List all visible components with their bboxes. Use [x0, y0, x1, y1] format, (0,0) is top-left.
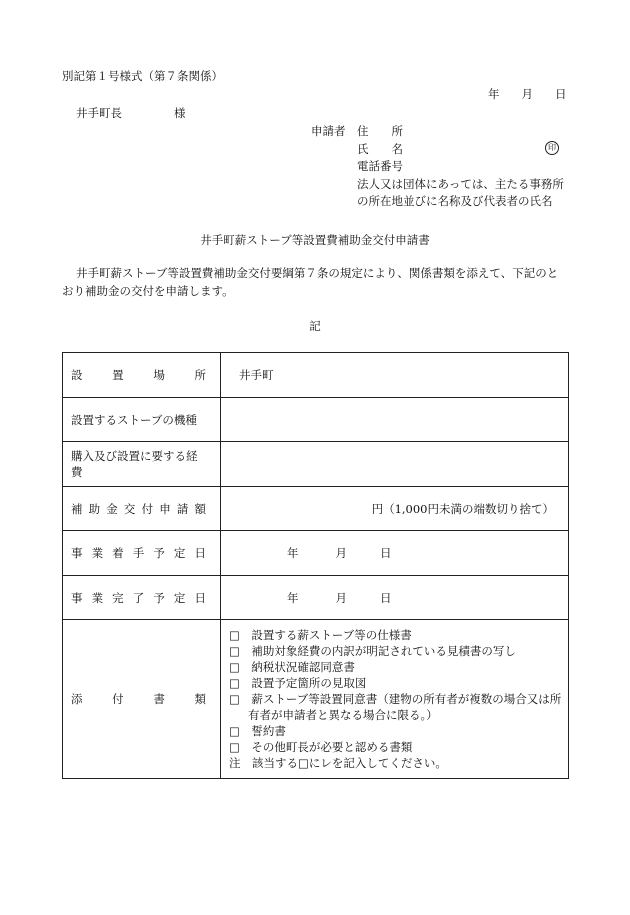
table-row [63, 398, 569, 442]
address-char: 所 [391, 124, 403, 138]
label-char: 定 [173, 590, 186, 605]
application-date [488, 86, 567, 102]
label-char: 補 [71, 501, 83, 516]
day-label: 日 [380, 546, 392, 560]
year-label: 年 [287, 590, 299, 605]
completion-date-value[interactable] [221, 576, 569, 620]
address-label [357, 123, 403, 139]
applicant-label: 申請者 [311, 124, 346, 138]
row-label-subsidy-amount [63, 487, 221, 531]
ki-heading: 記 [309, 319, 321, 333]
label-char: 付 [112, 692, 124, 706]
date-day-label: 日 [555, 87, 567, 101]
stove-model-value[interactable] [221, 398, 569, 442]
attachments-checklist [221, 620, 569, 779]
label-char: 申 [159, 501, 171, 516]
corporate-note-line1: 法人又は団体にあっては、主たる事務所 [357, 177, 564, 191]
label-char: 額 [194, 501, 206, 516]
attachment-checkbox-item[interactable]: □ 設置予定箇所の見取図 [229, 676, 367, 690]
label-char: 予 [153, 546, 165, 560]
label-char: 付 [141, 501, 154, 516]
label-char: 事 [71, 546, 83, 560]
addressee-line [76, 105, 186, 121]
label-char: 業 [91, 590, 104, 605]
name-char: 氏 [357, 142, 369, 156]
year-label: 年 [287, 546, 299, 560]
label-char: 請 [176, 501, 189, 516]
label-char: 着 [112, 546, 124, 560]
table-row [63, 442, 569, 487]
label-char: 場 [153, 368, 165, 382]
attachment-checkbox-item[interactable]: □ 納税状況確認同意書 [229, 660, 355, 674]
body-text-line2: おり補助金の交付を申請します。 [62, 284, 234, 298]
installation-place-value[interactable]: 井手町 [221, 353, 569, 398]
attachment-checkbox-item[interactable]: □ 設置する薪ストーブ等の仕様書 [229, 628, 412, 642]
document-title: 井手町薪ストーブ等設置費補助金交付申請書 [200, 233, 430, 247]
attachment-checkbox-item[interactable]: □ その他町長が必要と認める書類 [229, 740, 413, 754]
date-month-label: 月 [521, 87, 533, 101]
table-row [63, 531, 569, 576]
cost-value[interactable] [221, 442, 569, 487]
subsidy-amount-value[interactable] [221, 487, 569, 531]
label-char: 事 [71, 590, 83, 605]
attachment-checkbox-item[interactable]: □ 薪ストーブ等設置同意書（建物の所有者が複数の場合又は所 [229, 692, 562, 706]
label-char: 助 [88, 501, 101, 516]
corporate-note-line2: の所在地並びに名称及び代表者の氏名 [357, 194, 553, 208]
table-row [63, 487, 569, 531]
row-label-installation-place [63, 353, 221, 398]
row-label-cost [63, 442, 221, 487]
name-char: 名 [391, 142, 403, 156]
label-char: 置 [112, 368, 124, 382]
month-label: 月 [335, 546, 347, 560]
label-char: 交 [123, 501, 136, 516]
date-year-label: 年 [488, 87, 500, 101]
label-char: 類 [194, 692, 206, 706]
label-char: 了 [132, 590, 145, 605]
label-char: 日 [194, 546, 206, 560]
row-label-stove-model [63, 398, 221, 442]
attachment-item-continuation: 有者が申請者と異なる場合に限る。） [248, 708, 438, 722]
application-table [62, 352, 569, 779]
label-char: 添 [71, 692, 83, 706]
table-row [63, 620, 569, 779]
label-char: 完 [112, 590, 124, 605]
honorific: 様 [174, 106, 186, 120]
addressee: 井手町長 [76, 106, 122, 120]
subsidy-amount-text: 円（1,000円未満の端数切り捨て） [371, 501, 554, 516]
table-row [63, 353, 569, 398]
label-char: 金 [106, 501, 118, 516]
body-text-line1: 井手町薪ストーブ等設置費補助金交付要綱第７条の規定により、関係書類を添えて、下記のと [76, 266, 559, 280]
row-label-start-date [63, 531, 221, 576]
table-row [63, 576, 569, 620]
name-label [357, 141, 403, 157]
cost-label: 購入及び設置に要する経費 [71, 449, 198, 479]
attachment-note: 注 該当する□にレを記入してください。 [229, 756, 447, 770]
stove-model-label: 設置するストーブの機種 [71, 412, 197, 427]
row-label-completion-date [63, 576, 221, 620]
start-date-value[interactable] [221, 531, 569, 576]
form-number: 別記第１号様式（第７条関係） [62, 69, 223, 83]
row-label-attachments [63, 620, 221, 779]
phone-label: 電話番号 [357, 159, 403, 173]
label-char: 所 [194, 368, 206, 382]
label-char: 日 [194, 590, 206, 605]
seal-mark: 印 [545, 141, 559, 155]
label-char: 書 [153, 692, 165, 706]
day-label: 日 [380, 590, 392, 605]
label-char: 予 [153, 590, 165, 605]
label-char: 設 [71, 368, 83, 382]
attachment-checkbox-item[interactable]: □ 補助対象経費の内訳が明記されている見積書の写し [229, 644, 516, 658]
month-label: 月 [335, 590, 347, 605]
label-char: 手 [132, 546, 145, 560]
label-char: 定 [173, 546, 186, 560]
label-char: 業 [91, 546, 104, 560]
attachment-checkbox-item[interactable]: □ 誓約書 [229, 724, 286, 738]
address-char: 住 [357, 124, 369, 138]
